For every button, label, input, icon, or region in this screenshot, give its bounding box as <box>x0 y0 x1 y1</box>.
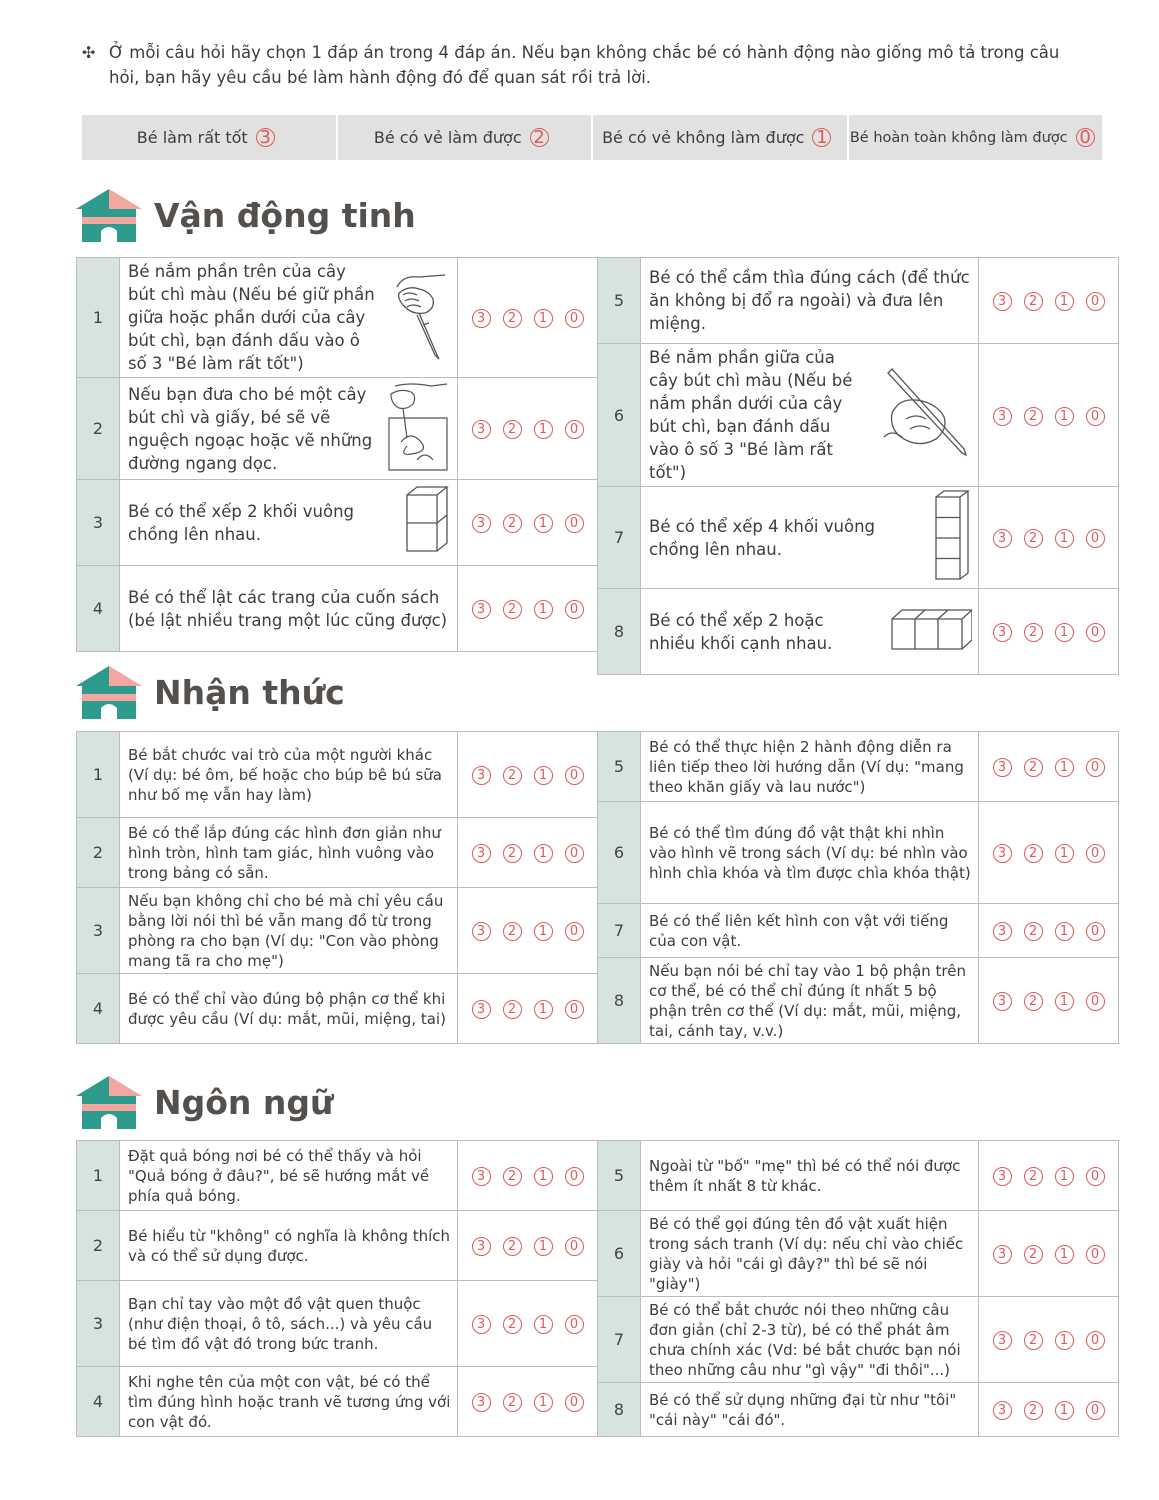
score-option-0[interactable]: 0 <box>565 600 584 619</box>
score-option-3[interactable]: 3 <box>993 1331 1012 1350</box>
score-option-2[interactable]: 2 <box>1024 1331 1043 1350</box>
score-options <box>979 344 1119 487</box>
question-number: 2 <box>77 378 120 480</box>
instruction-bullet-icon: ✣ <box>82 43 96 62</box>
score-option-3[interactable]: 3 <box>993 292 1012 311</box>
question-number: 6 <box>598 1211 641 1297</box>
question-row <box>77 1211 598 1281</box>
score-option-0[interactable]: 0 <box>565 922 584 941</box>
question-row <box>77 1367 598 1437</box>
question-number: 4 <box>77 566 120 652</box>
score-option-3[interactable]: 3 <box>472 309 491 328</box>
score-option-0[interactable]: 0 <box>565 1315 584 1334</box>
blocks-side-by-side-icon <box>888 607 972 657</box>
question-table-left <box>76 731 598 1044</box>
score-option-2[interactable]: 2 <box>503 1167 522 1186</box>
score-option-2[interactable]: 2 <box>503 922 522 941</box>
question-cell <box>641 1211 979 1297</box>
question-row <box>598 1211 1119 1297</box>
question-number: 6 <box>598 344 641 487</box>
score-option-1[interactable]: 1 <box>534 514 553 533</box>
question-text: Bạn chỉ tay vào một đồ vật quen thuộc (như điện thoại, ô tô, sách...) và yêu cầu bé tìm đồ vật đó trong bức tranh. <box>128 1294 433 1353</box>
score-3-icon: 3 <box>256 128 275 147</box>
legend-score-3: Bé làm rất tốt 3 <box>82 115 338 160</box>
score-options <box>458 480 598 566</box>
score-option-1[interactable]: 1 <box>1055 1167 1074 1186</box>
question-row <box>77 818 598 888</box>
score-options <box>979 1297 1119 1383</box>
question-text: Bé có thể cầm thìa đúng cách (để thức ăn không bị đổ ra ngoài) và đưa lên miệng. <box>649 268 970 333</box>
score-option-2[interactable]: 2 <box>503 1393 522 1412</box>
score-option-0[interactable]: 0 <box>1086 922 1105 941</box>
question-cell <box>641 487 979 589</box>
question-row <box>598 589 1119 675</box>
question-row <box>77 1141 598 1211</box>
instruction <box>82 40 1082 90</box>
question-row <box>598 732 1119 802</box>
score-option-3[interactable]: 3 <box>472 844 491 863</box>
question-cell <box>120 732 458 818</box>
question-table-right <box>597 731 1119 1044</box>
score-options <box>458 1281 598 1367</box>
two-stacked-blocks-icon <box>403 485 451 561</box>
score-options <box>979 732 1119 802</box>
question-cell <box>641 1297 979 1383</box>
question-number: 5 <box>598 1141 641 1211</box>
score-option-1[interactable]: 1 <box>534 309 553 328</box>
question-cell <box>120 258 458 378</box>
score-option-0[interactable]: 0 <box>1086 758 1105 777</box>
score-options <box>458 818 598 888</box>
instruction-text: Ở mỗi câu hỏi hãy chọn 1 đáp án trong 4 đáp án. Nếu bạn không chắc bé có hành động nào giống mô tả trong câu hỏi, bạn hãy yêu cầu bé làm hành động đó để quan sát rồi trả lời. <box>109 43 1060 87</box>
score-options <box>979 487 1119 589</box>
score-option-0[interactable]: 0 <box>565 1167 584 1186</box>
score-option-2[interactable]: 2 <box>1024 992 1043 1011</box>
section-title: Nhận thức <box>154 672 345 712</box>
score-option-3[interactable]: 3 <box>993 529 1012 548</box>
score-option-1[interactable]: 1 <box>1055 844 1074 863</box>
score-options <box>979 1383 1119 1437</box>
question-row <box>77 732 598 818</box>
score-option-3[interactable]: 3 <box>993 1167 1012 1186</box>
question-number: 7 <box>598 1297 641 1383</box>
score-option-3[interactable]: 3 <box>993 1245 1012 1264</box>
hand-scribbling-icon <box>381 380 451 478</box>
question-text: Bé nắm phần giữa của cây bút chì màu (Nếu bé nắm phần dưới của cây bút chì, bạn đánh dấu vào ô số 3 "Bé làm rất tốt") <box>649 348 853 482</box>
question-row <box>598 1297 1119 1383</box>
question-cell <box>120 1141 458 1211</box>
question-text: Ngoài từ "bố" "mẹ" thì bé có thể nói được thêm ít nhất 8 từ khác. <box>649 1156 961 1195</box>
score-option-2[interactable]: 2 <box>503 1315 522 1334</box>
question-text: Bé có thể gọi đúng tên đồ vật xuất hiện trong sách tranh (Ví dụ: nếu chỉ vào chiếc giày và hỏi "cái gì đây?" thì bé sẽ nói "giày") <box>649 1214 964 1293</box>
question-cell <box>641 1141 979 1211</box>
score-option-3[interactable]: 3 <box>472 600 491 619</box>
question-cell <box>120 1211 458 1281</box>
score-option-2[interactable]: 2 <box>1024 1167 1043 1186</box>
question-cell <box>641 1383 979 1437</box>
score-options <box>458 566 598 652</box>
question-number: 7 <box>598 904 641 958</box>
question-row <box>598 958 1119 1044</box>
score-option-3[interactable]: 3 <box>993 758 1012 777</box>
question-row <box>598 258 1119 344</box>
question-row <box>598 1383 1119 1437</box>
score-option-0[interactable]: 0 <box>1086 1167 1105 1186</box>
question-text: Đặt quả bóng nơi bé có thể thấy và hỏi "Quả bóng ở đâu?", bé sẽ hướng mắt về phía quả bóng. <box>128 1146 430 1205</box>
question-number: 5 <box>598 732 641 802</box>
question-table-right <box>597 1140 1119 1437</box>
score-option-1[interactable]: 1 <box>534 844 553 863</box>
score-option-1[interactable]: 1 <box>534 766 553 785</box>
question-row <box>598 802 1119 904</box>
score-option-1[interactable]: 1 <box>1055 292 1074 311</box>
score-options <box>979 589 1119 675</box>
score-option-3[interactable]: 3 <box>993 844 1012 863</box>
question-cell <box>641 802 979 904</box>
score-option-3[interactable]: 3 <box>472 1315 491 1334</box>
house-icon <box>76 664 142 720</box>
score-option-0[interactable]: 0 <box>1086 407 1105 426</box>
hand-holding-pencil-top-icon <box>389 269 451 367</box>
score-option-2[interactable]: 2 <box>1024 292 1043 311</box>
question-text: Bé có thể xếp 4 khối vuông chồng lên nhau. <box>649 516 876 559</box>
question-text: Bé có thể liên kết hình con vật với tiếng của con vật. <box>649 911 949 950</box>
score-options <box>458 888 598 974</box>
score-option-3[interactable]: 3 <box>472 514 491 533</box>
score-options <box>458 258 598 378</box>
score-option-3[interactable]: 3 <box>993 1401 1012 1420</box>
score-legend <box>82 115 1102 160</box>
question-number: 3 <box>77 888 120 974</box>
question-row <box>77 974 598 1044</box>
question-cell <box>641 589 979 675</box>
score-option-2[interactable]: 2 <box>503 844 522 863</box>
score-option-3[interactable]: 3 <box>472 766 491 785</box>
question-text: Khi nghe tên của một con vật, bé có thể tìm đúng hình hoặc tranh vẽ tương ứng với con vật đó. <box>128 1372 451 1431</box>
question-row <box>598 344 1119 487</box>
score-option-0[interactable]: 0 <box>565 514 584 533</box>
score-option-1[interactable]: 1 <box>1055 922 1074 941</box>
question-row <box>77 1281 598 1367</box>
question-table-left <box>76 1140 598 1437</box>
score-option-1[interactable]: 1 <box>534 1393 553 1412</box>
score-options <box>979 802 1119 904</box>
question-text: Bé nắm phần trên của cây bút chì màu (Nếu bé giữ phần giữa hoặc phần dưới của cây bút chì, bạn đánh dấu vào ô số 3 "Bé làm rất tốt") <box>128 262 375 373</box>
question-row <box>598 1141 1119 1211</box>
score-option-0[interactable]: 0 <box>565 1237 584 1256</box>
question-text: Nếu bạn nói bé chỉ tay vào 1 bộ phận trên cơ thể, bé có thể chỉ đúng ít nhất 5 bộ phận trên cơ thể (Ví dụ: mắt, mũi, miệng, tai, cánh tay, v.v.) <box>649 961 966 1040</box>
score-option-1[interactable]: 1 <box>1055 1401 1074 1420</box>
score-option-1[interactable]: 1 <box>1055 623 1074 642</box>
score-option-2[interactable]: 2 <box>503 600 522 619</box>
score-option-2[interactable]: 2 <box>1024 1401 1043 1420</box>
score-option-1[interactable]: 1 <box>1055 529 1074 548</box>
question-cell <box>641 258 979 344</box>
legend-score-2: Bé có vẻ làm được 2 <box>338 115 594 160</box>
question-text: Bé có thể bắt chước nói theo những câu đơn giản (chỉ 2-3 từ), bé có thể phát âm chưa chính xác (Vd: bé bắt chước bạn nói theo những câu như "gì vậy" "đi thôi"...) <box>649 1300 961 1379</box>
question-cell <box>120 378 458 480</box>
question-text: Bé bắt chước vai trò của một người khác (Ví dụ: bé ôm, bế hoặc cho búp bê bú sữa như bố mẹ vẫn hay làm) <box>128 745 442 804</box>
question-number: 3 <box>77 480 120 566</box>
score-options <box>458 1211 598 1281</box>
score-option-0[interactable]: 0 <box>565 1393 584 1412</box>
question-number: 6 <box>598 802 641 904</box>
question-row <box>77 378 598 480</box>
question-cell <box>120 888 458 974</box>
section-header <box>76 1072 334 1132</box>
score-option-0[interactable]: 0 <box>565 1000 584 1019</box>
question-number: 4 <box>77 1367 120 1437</box>
legend-score-0: Bé hoàn toàn không làm được 0 <box>849 115 1103 160</box>
score-option-0[interactable]: 0 <box>1086 844 1105 863</box>
score-option-1[interactable]: 1 <box>534 1167 553 1186</box>
score-option-1[interactable]: 1 <box>1055 407 1074 426</box>
score-option-2[interactable]: 2 <box>1024 529 1043 548</box>
question-table-right <box>597 257 1119 675</box>
section-title: Ngôn ngữ <box>154 1082 334 1122</box>
score-option-1[interactable]: 1 <box>1055 758 1074 777</box>
question-text: Bé có thể lật các trang của cuốn sách (bé lật nhiều trang một lúc cũng được) <box>128 587 448 630</box>
score-1-icon: 1 <box>812 128 831 147</box>
score-option-3[interactable]: 3 <box>472 420 491 439</box>
score-option-2[interactable]: 2 <box>503 420 522 439</box>
score-options <box>979 904 1119 958</box>
question-number: 3 <box>77 1281 120 1367</box>
question-number: 2 <box>77 818 120 888</box>
score-option-1[interactable]: 1 <box>534 1000 553 1019</box>
score-option-2[interactable]: 2 <box>503 766 522 785</box>
question-cell <box>641 904 979 958</box>
score-option-0[interactable]: 0 <box>1086 1245 1105 1264</box>
score-option-0[interactable]: 0 <box>565 766 584 785</box>
question-text: Nếu bạn không chỉ cho bé mà chỉ yêu cầu bằng lời nói thì bé vẫn mang đồ từ trong phòng ra cho bạn (Ví dụ: "Con vào phòng mang tã ra cho mẹ") <box>128 891 444 970</box>
question-text: Bé hiểu từ "không" có nghĩa là không thích và có thể sử dụng được. <box>128 1226 451 1265</box>
score-option-1[interactable]: 1 <box>534 600 553 619</box>
question-number: 8 <box>598 1383 641 1437</box>
section-title: Vận động tinh <box>154 195 416 235</box>
score-options <box>979 1141 1119 1211</box>
score-option-1[interactable]: 1 <box>534 1237 553 1256</box>
score-option-3[interactable]: 3 <box>472 1167 491 1186</box>
question-row <box>77 258 598 378</box>
score-options <box>458 378 598 480</box>
score-option-0[interactable]: 0 <box>1086 292 1105 311</box>
score-option-0[interactable]: 0 <box>1086 992 1105 1011</box>
score-options <box>979 1211 1119 1297</box>
score-option-2[interactable]: 2 <box>503 514 522 533</box>
score-option-0[interactable]: 0 <box>1086 1331 1105 1350</box>
question-table-left <box>76 257 598 652</box>
question-text: Bé có thể chỉ vào đúng bộ phận cơ thể khi được yêu cầu (Ví dụ: mắt, mũi, miệng, tai) <box>128 989 446 1028</box>
question-cell <box>120 818 458 888</box>
score-options <box>458 1141 598 1211</box>
score-options <box>458 974 598 1044</box>
score-option-3[interactable]: 3 <box>472 1393 491 1412</box>
score-option-2[interactable]: 2 <box>1024 922 1043 941</box>
question-row <box>598 487 1119 589</box>
score-option-2[interactable]: 2 <box>1024 1245 1043 1264</box>
score-option-0[interactable]: 0 <box>1086 529 1105 548</box>
score-options <box>458 732 598 818</box>
question-row <box>77 566 598 652</box>
question-text: Bé có thể xếp 2 hoặc nhiều khối cạnh nhau. <box>649 610 833 653</box>
score-0-icon: 0 <box>1076 128 1095 147</box>
score-option-2[interactable]: 2 <box>1024 758 1043 777</box>
score-option-1[interactable]: 1 <box>534 922 553 941</box>
score-option-0[interactable]: 0 <box>565 309 584 328</box>
score-option-0[interactable]: 0 <box>1086 623 1105 642</box>
legend-score-1: Bé có vẻ không làm được 1 <box>593 115 849 160</box>
question-cell <box>641 732 979 802</box>
score-option-3[interactable]: 3 <box>993 992 1012 1011</box>
question-number: 4 <box>77 974 120 1044</box>
question-number: 5 <box>598 258 641 344</box>
score-option-0[interactable]: 0 <box>565 844 584 863</box>
score-option-1[interactable]: 1 <box>1055 1331 1074 1350</box>
score-option-3[interactable]: 3 <box>472 1000 491 1019</box>
score-option-1[interactable]: 1 <box>534 1315 553 1334</box>
house-icon <box>76 1074 142 1130</box>
four-stacked-blocks-icon <box>932 489 972 587</box>
score-option-3[interactable]: 3 <box>472 1237 491 1256</box>
score-option-2[interactable]: 2 <box>1024 623 1043 642</box>
score-option-3[interactable]: 3 <box>993 623 1012 642</box>
score-option-1[interactable]: 1 <box>1055 1245 1074 1264</box>
score-option-2[interactable]: 2 <box>1024 844 1043 863</box>
score-options <box>979 958 1119 1044</box>
score-option-3[interactable]: 3 <box>993 407 1012 426</box>
section-header <box>76 662 345 722</box>
score-option-2[interactable]: 2 <box>503 309 522 328</box>
score-option-1[interactable]: 1 <box>534 420 553 439</box>
question-number: 1 <box>77 258 120 378</box>
question-text: Bé có thể lắp đúng các hình đơn giản như hình tròn, hình tam giác, hình vuông vào trong bảng có sẵn. <box>128 823 441 882</box>
question-text: Nếu bạn đưa cho bé một cây bút chì và giấy, bé sẽ vẽ nguệch ngoạc hoặc vẽ những đường ngang dọc. <box>128 384 373 473</box>
question-row <box>77 888 598 974</box>
question-number: 7 <box>598 487 641 589</box>
house-icon <box>76 187 142 243</box>
question-number: 8 <box>598 589 641 675</box>
question-text: Bé có thể xếp 2 khối vuông chồng lên nhau. <box>128 501 355 544</box>
question-cell <box>641 344 979 487</box>
question-row <box>77 480 598 566</box>
question-text: Bé có thể thực hiện 2 hành động diễn ra liên tiếp theo lời hướng dẫn (Ví dụ: "mang theo khăn giấy và lau nước") <box>649 737 964 796</box>
question-number: 8 <box>598 958 641 1044</box>
score-option-0[interactable]: 0 <box>565 420 584 439</box>
question-cell <box>120 1367 458 1437</box>
question-number: 2 <box>77 1211 120 1281</box>
score-option-0[interactable]: 0 <box>1086 1401 1105 1420</box>
score-option-3[interactable]: 3 <box>993 922 1012 941</box>
question-text: Bé có thể sử dụng những đại từ như "tôi" "cái này" "cái đó". <box>649 1390 957 1429</box>
question-cell <box>641 958 979 1044</box>
score-option-2[interactable]: 2 <box>503 1000 522 1019</box>
score-2-icon: 2 <box>530 128 549 147</box>
question-cell <box>120 566 458 652</box>
question-cell <box>120 974 458 1044</box>
score-options <box>458 1367 598 1437</box>
question-text: Bé có thể tìm đúng đồ vật thật khi nhìn vào hình vẽ trong sách (Ví dụ: bé nhìn vào hình chìa khóa và tìm được chìa khóa thật) <box>649 823 971 882</box>
hand-holding-pencil-middle-icon <box>882 367 972 463</box>
question-number: 1 <box>77 732 120 818</box>
question-row <box>598 904 1119 958</box>
score-option-2[interactable]: 2 <box>503 1237 522 1256</box>
question-cell <box>120 480 458 566</box>
score-option-3[interactable]: 3 <box>472 922 491 941</box>
score-option-1[interactable]: 1 <box>1055 992 1074 1011</box>
section-header <box>76 185 416 245</box>
score-option-2[interactable]: 2 <box>1024 407 1043 426</box>
score-options <box>979 258 1119 344</box>
question-cell <box>120 1281 458 1367</box>
question-number: 1 <box>77 1141 120 1211</box>
